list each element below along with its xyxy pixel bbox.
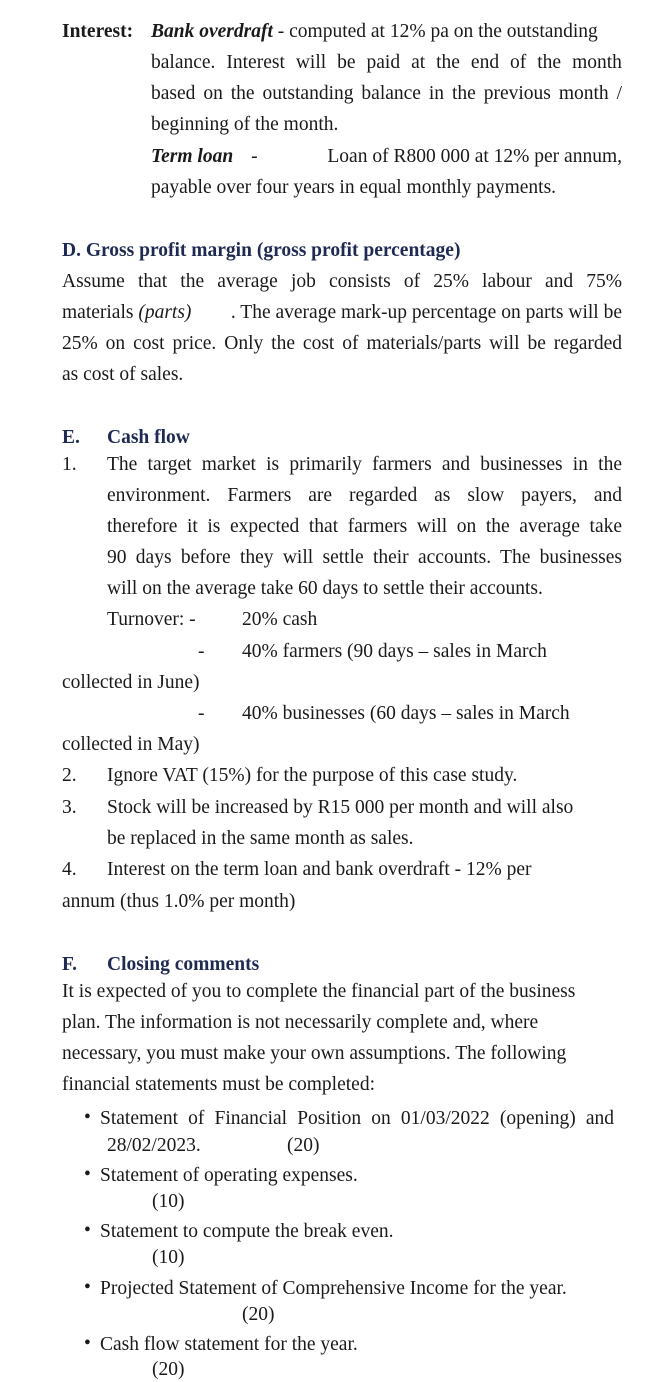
bullet-5-line-1: Cash flow statement for the year. (100, 1334, 358, 1355)
section-e-title: Cash flow (107, 427, 190, 448)
section-d-line-3: 25% on cost price. Only the cost of materials/parts will be regarded (62, 333, 622, 354)
turnover-businesses-cont: collected in May) (62, 734, 200, 755)
bullet-3-glyph: • (84, 1220, 91, 1241)
turnover-label: Turnover: - (107, 609, 196, 630)
bullet-2-glyph: • (84, 1164, 91, 1185)
line2-post: . The average mark-up percentage on parts will be (230, 302, 622, 323)
overdraft-line-4: beginning of the month. (151, 114, 339, 135)
bullet-1-line-2: 28/02/2023. (107, 1135, 201, 1156)
item-1-line-5: will on the average take 60 days to settle their accounts. (107, 578, 543, 599)
item-1-line-4: 90 days before they will settle their accounts. The businesses (107, 547, 622, 568)
turnover-dash-farmers: - (198, 641, 205, 662)
item-2-number: 2. (62, 765, 77, 786)
item-3-line-1: Stock will be increased by R15 000 per month and will also (107, 797, 574, 818)
loan-line-2: payable over four years in equal monthly payments. (151, 177, 557, 198)
overdraft-line-3: based on the outstanding balance in the previous month / (151, 83, 622, 104)
section-d-line-1: Assume that the average job consists of 25% labour and 75% (62, 271, 622, 292)
loan-term: Term loan (151, 146, 234, 167)
section-d-line-2 (62, 301, 622, 325)
loan-dash: - (251, 146, 258, 167)
bullet-4-marks: (20) (242, 1304, 275, 1325)
section-d-heading: D. Gross profit margin (gross profit percentage) (62, 240, 461, 261)
item-1-line-2: environment. Farmers are regarded as slow payers, and (107, 485, 622, 506)
bullet-1-line-1: Statement of Financial Position on 01/03/2022 (opening) and (100, 1108, 614, 1129)
section-f-line-1: It is expected of you to complete the financial part of the business (62, 981, 576, 1002)
interest-label: Interest: (62, 21, 134, 42)
overdraft-line-2: balance. Interest will be paid at the end of the month (151, 52, 622, 73)
section-f-line-4: financial statements must be completed: (62, 1074, 375, 1095)
item-1-line-3: therefore it is expected that farmers will on the average take (107, 516, 622, 537)
loan-text: Loan of R800 000 at 12% per annum, (327, 146, 622, 167)
section-f-title: Closing comments (107, 954, 260, 975)
turnover-businesses: 40% businesses (60 days – sales in March (242, 703, 570, 724)
turnover-dash-businesses: - (198, 703, 205, 724)
bullet-4-line-1: Projected Statement of Comprehensive Income for the year. (100, 1278, 567, 1299)
bullet-4-glyph: • (84, 1277, 91, 1298)
bullet-5-marks: (20) (152, 1359, 185, 1380)
bullet-1-marks: (20) (287, 1135, 320, 1156)
bullet-2-marks: (10) (152, 1191, 185, 1212)
bullet-3-marks: (10) (152, 1247, 185, 1268)
item-4-number: 4. (62, 859, 77, 880)
section-f-letter: F. (62, 954, 77, 975)
overdraft-term: Bank overdraft (151, 21, 273, 42)
overdraft-line-1 (151, 20, 622, 44)
bullet-3-line-1: Statement to compute the break even. (100, 1221, 394, 1242)
item-3-line-2: be replaced in the same month as sales. (107, 828, 414, 849)
turnover-cash: 20% cash (242, 609, 318, 630)
item-3-number: 3. (62, 797, 77, 818)
item-4-line-1: Interest on the term loan and bank overdraft - 12% per (107, 859, 532, 880)
section-f-line-2: plan. The information is not necessarily complete and, where (62, 1012, 539, 1033)
item-2-text: Ignore VAT (15%) for the purpose of this case study. (107, 765, 518, 786)
bullet-5-glyph: • (84, 1333, 91, 1354)
item-1-line-1: The target market is primarily farmers and businesses in the (107, 454, 622, 475)
section-e-letter: E. (62, 427, 80, 448)
bullet-1-glyph: • (84, 1107, 91, 1128)
item-1-number: 1. (62, 454, 77, 475)
overdraft-text: - computed at 12% pa on the outstanding (272, 21, 598, 42)
section-f-line-3: necessary, you must make your own assumptions. The following (62, 1043, 567, 1064)
line2-italic: (parts) (138, 302, 192, 323)
loan-line-1 (151, 145, 622, 169)
turnover-farmers: 40% farmers (90 days – sales in March (242, 641, 547, 662)
turnover-farmers-cont: collected in June) (62, 672, 200, 693)
section-d-line-4: as cost of sales. (62, 364, 184, 385)
bullet-2-line-1: Statement of operating expenses. (100, 1165, 358, 1186)
line2-pre: materials (62, 302, 134, 323)
item-4-line-2: annum (thus 1.0% per month) (62, 891, 296, 912)
